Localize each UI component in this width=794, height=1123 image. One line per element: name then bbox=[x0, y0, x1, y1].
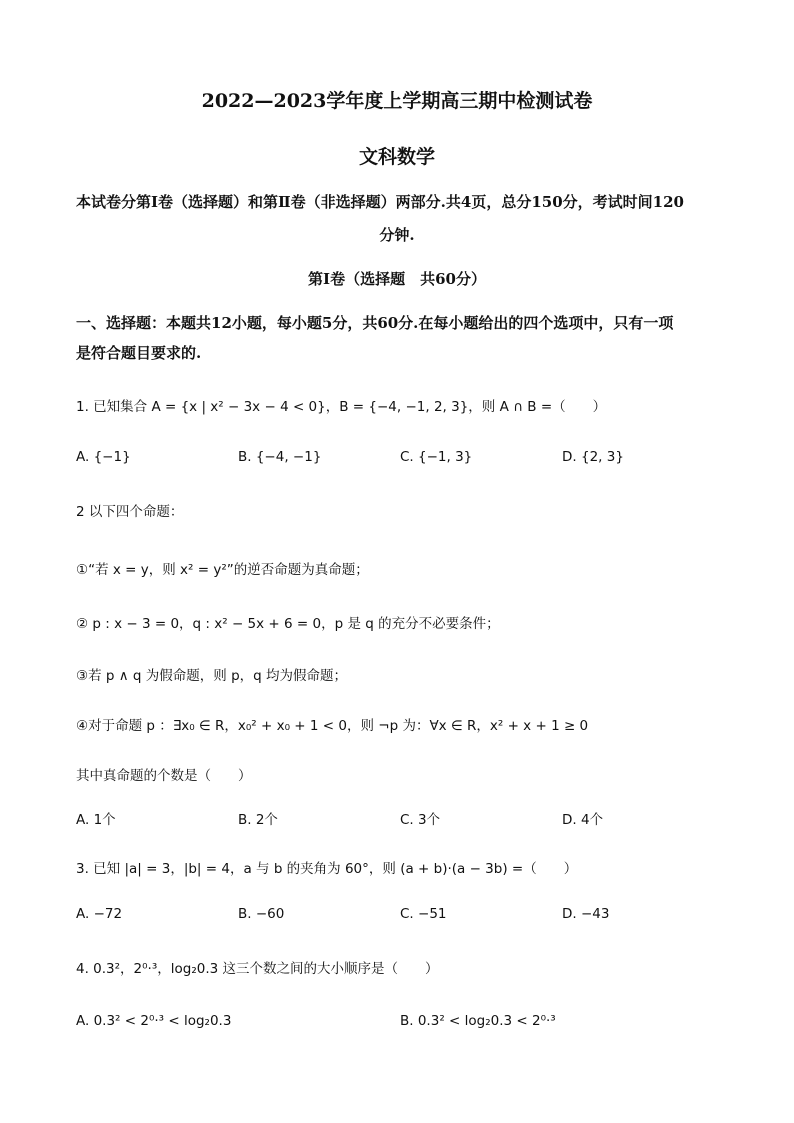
question-2-option-a: A. 1个 bbox=[76, 812, 116, 828]
section1-line-1: 一、选择题：本题共12小题，每小题5分，共60分.在每小题给出的四个选项中，只有一项 bbox=[76, 314, 674, 332]
intro-line-1: 本试卷分第Ⅰ卷（选择题）和第Ⅱ卷（非选择题）两部分.共4页，总分150分，考试时间120 bbox=[76, 193, 684, 211]
question-1-option-c: C. {−1, 3} bbox=[400, 449, 473, 465]
question-2-proposition-2: ② p : x − 3 = 0，q : x² − 5x + 6 = 0，p 是 q 的充分不必要条件； bbox=[76, 616, 500, 632]
question-2-ask: 其中真命题的个数是（ ） bbox=[76, 768, 252, 784]
question-1-text: 1. 已知集合 A = {x | x² − 3x − 4 < 0}，B = {−4, −1, 2, 3}，则 A ∩ B =（ ） bbox=[76, 399, 607, 415]
intro-line-2: 分钟. bbox=[379, 226, 415, 244]
question-1-option-a: A. {−1} bbox=[76, 449, 131, 465]
question-4-option-a: A. 0.3² < 2⁰·³ < log₂0.3 bbox=[76, 1013, 232, 1029]
question-2-option-d: D. 4个 bbox=[562, 812, 604, 828]
question-3-text: 3. 已知 |a| = 3，|b| = 4，a 与 b 的夹角为 60°，则 (a + b)·(a − 3b) =（ ） bbox=[76, 861, 578, 877]
question-2-proposition-4: ④对于命题 p ：∃x₀ ∈ R，x₀² + x₀ + 1 < 0，则 ¬p 为：∀x ∈ R，x² + x + 1 ≥ 0 bbox=[76, 718, 589, 734]
question-1-option-d: D. {2, 3} bbox=[562, 449, 624, 465]
question-2-option-c: C. 3个 bbox=[400, 812, 441, 828]
question-2-proposition-3: ③若 p ∧ q 为假命题，则 p，q 均为假命题； bbox=[76, 668, 348, 684]
exam-subject: 文科数学 bbox=[358, 146, 435, 168]
part1-heading: 第Ⅰ卷（选择题 共60分） bbox=[308, 270, 486, 288]
question-3-option-d: D. −43 bbox=[562, 906, 610, 922]
question-2-proposition-1: ①“若 x = y，则 x² = y²”的逆否命题为真命题； bbox=[76, 562, 369, 578]
exam-title: 2022—2023学年度上学期高三期中检测试卷 bbox=[201, 90, 593, 112]
question-2-text: 2 以下四个命题： bbox=[76, 504, 184, 520]
question-3-option-b: B. −60 bbox=[238, 906, 285, 922]
question-4-text: 4. 0.3²，2⁰·³，log₂0.3 这三个数之间的大小顺序是（ ） bbox=[76, 961, 439, 977]
question-3-option-a: A. −72 bbox=[76, 906, 123, 922]
section1-line-2: 是符合题目要求的. bbox=[76, 344, 202, 362]
question-4-option-b: B. 0.3² < log₂0.3 < 2⁰·³ bbox=[400, 1013, 556, 1029]
question-1-option-b: B. {−4, −1} bbox=[238, 449, 322, 465]
question-2-option-b: B. 2个 bbox=[238, 812, 278, 828]
question-3-option-c: C. −51 bbox=[400, 906, 447, 922]
